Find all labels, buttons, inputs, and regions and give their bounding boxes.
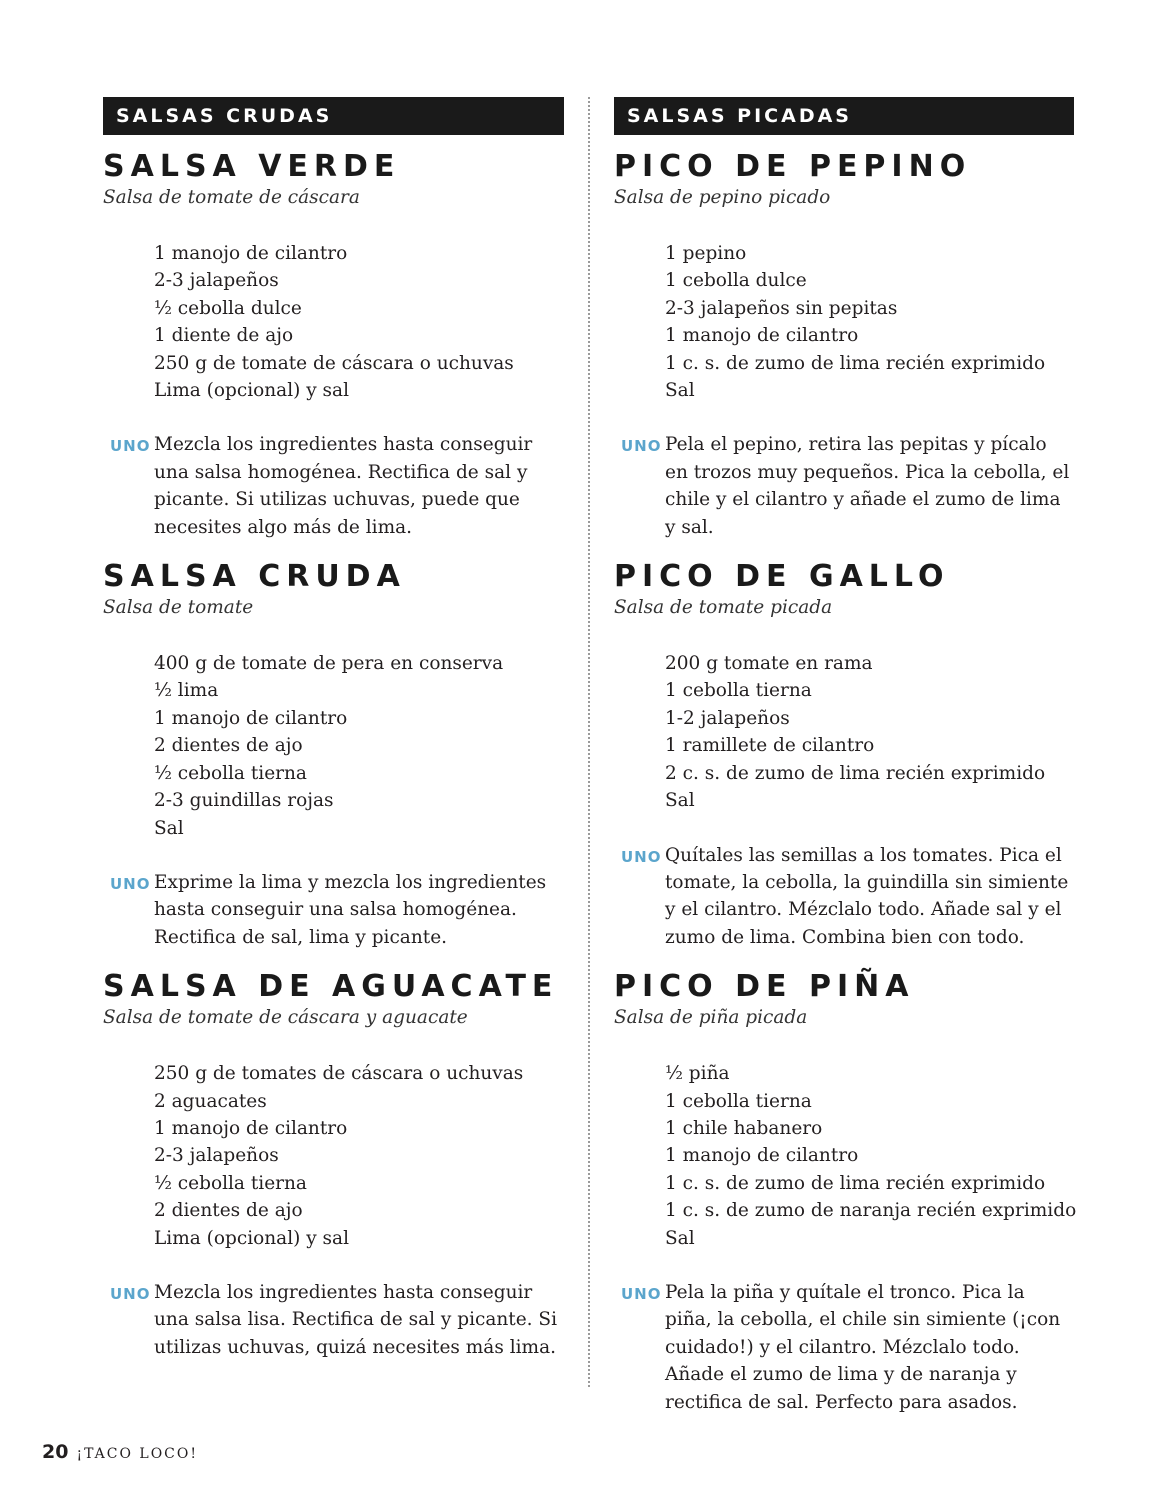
ingredient: 1 manojo de cilantro: [665, 1145, 859, 1167]
ingredient: 2-3 jalapeños: [154, 270, 279, 292]
recipe-subtitle: Salsa de tomate de cáscara: [103, 187, 360, 208]
recipe-salsa-verde: [103, 149, 564, 541]
ingredient: 1 cebolla dulce: [665, 270, 807, 292]
ingredient: 1 c. s. de zumo de lima recién exprimido: [665, 352, 1046, 374]
ingredient-list: [103, 650, 564, 842]
ingredient-list: [614, 650, 1074, 814]
ingredient: 2 dientes de ajo: [154, 1200, 303, 1222]
ingredient: Sal: [665, 380, 695, 402]
ingredient: 1 diente de ajo: [154, 325, 294, 347]
step-text: Exprime la lima y mezcla los ingredientes hasta conseguir una salsa homogénea. Rectifica de sal, lima y picante.: [154, 871, 547, 948]
ingredient: 1 manojo de cilantro: [154, 243, 348, 264]
recipe-pico-de-gallo: [614, 559, 1074, 951]
ingredient: Sal: [665, 790, 695, 812]
page-number: 20: [42, 1441, 69, 1463]
recipe-title: SALSA VERDE: [103, 149, 401, 184]
recipe-pico-de-pepino: [614, 149, 1074, 541]
ingredient: ½ piña: [665, 1063, 730, 1085]
recipe-subtitle: Salsa de tomate picada: [614, 597, 833, 619]
recipe-pico-de-pina: [614, 969, 1077, 1416]
recipe-step: [614, 431, 1074, 541]
ingredient: ½ lima: [154, 680, 219, 702]
recipe-subtitle: Salsa de tomate de cáscara y aguacate: [103, 1007, 468, 1029]
right-column: [614, 97, 1077, 1434]
ingredient-list: [103, 240, 564, 404]
ingredient: 1 manojo de cilantro: [665, 325, 859, 347]
recipe-title: PICO DE PEPINO: [614, 149, 972, 184]
ingredient: 1 cebolla tierna: [665, 1090, 812, 1112]
ingredient-list: [103, 1060, 564, 1252]
ingredient: 200 g tomate en rama: [665, 653, 873, 675]
ingredient: 400 g de tomate de pera en conserva: [154, 653, 504, 675]
recipe-salsa-cruda: [103, 559, 564, 951]
ingredient: Lima (opcional) y sal: [154, 380, 349, 402]
ingredient: ½ cebolla tierna: [154, 762, 307, 784]
step-label: UNO: [110, 437, 151, 456]
ingredient: ½ cebolla dulce: [154, 297, 302, 319]
step-label: UNO: [110, 874, 151, 893]
recipe-title: SALSA DE AGUACATE: [103, 969, 559, 1005]
ingredient: Lima (opcional) y sal: [154, 1227, 349, 1249]
ingredient: 2 c. s. de zumo de lima recién exprimido: [665, 762, 1046, 784]
recipe-step: [103, 431, 564, 541]
ingredient-list: [614, 1060, 1077, 1252]
step-text: Quítales las semillas a los tomates. Pica el tomate, la cebolla, la guindilla sin simiente y el cilantro. Mézclalo todo. Añade sal y el zumo de lima. Combina bien con todo.: [665, 844, 1069, 948]
section-header: SALSAS PICADAS: [614, 97, 1074, 135]
ingredient: 1-2 jalapeños: [665, 707, 790, 729]
ingredient: 1 manojo de cilantro: [154, 707, 348, 729]
ingredient: ½ cebolla tierna: [154, 1172, 307, 1194]
section-header: SALSAS CRUDAS: [103, 97, 564, 135]
recipe-step: [103, 869, 564, 951]
recipe-subtitle: Salsa de piña picada: [614, 1007, 808, 1029]
step-label: UNO: [621, 847, 662, 866]
page-footer: [42, 1441, 198, 1463]
step-text: Pela el pepino, retira las pepitas y pícalo en trozos muy pequeños. Pica la cebolla, el chile y el cilantro y añade el zumo de lima y sal.: [665, 434, 1070, 538]
left-column: [103, 97, 564, 1379]
recipe-title: PICO DE PIÑA: [614, 969, 915, 1005]
ingredient: Sal: [154, 817, 184, 839]
recipe-subtitle: Salsa de tomate: [103, 597, 254, 619]
ingredient: 1 cebolla tierna: [665, 680, 812, 702]
step-label: UNO: [621, 1284, 662, 1303]
step-text: Mezcla los ingredientes hasta conseguir una salsa lisa. Rectifica de sal y picante. Si utilizas uchuvas, quizá necesites más lima.: [154, 1281, 558, 1358]
ingredient: 2-3 guindillas rojas: [154, 790, 334, 812]
ingredient: 250 g de tomate de cáscara o uchuvas: [154, 352, 514, 374]
step-text: Pela la piña y quítale el tronco. Pica la piña, la cebolla, el chile sin simiente (¡con cuidado!) y el cilantro. Mézclalo todo. Añade el zumo de lima y de naranja y rectifica de sal. Perfecto para asados.: [665, 1281, 1061, 1413]
recipe-step: [103, 1279, 564, 1361]
ingredient: 1 c. s. de zumo de naranja recién exprimido: [665, 1200, 1077, 1222]
ingredient: 2 dientes de ajo: [154, 735, 303, 757]
recipe-subtitle: Salsa de pepino picado: [614, 187, 831, 208]
book-title: ¡TACO LOCO!: [76, 1446, 198, 1462]
ingredient: Sal: [665, 1227, 695, 1249]
ingredient: 2-3 jalapeños: [154, 1145, 279, 1167]
recipe-step: [614, 842, 1074, 952]
step-text: Mezcla los ingredientes hasta conseguir una salsa homogénea. Rectifica de sal y picante. Si utilizas uchuvas, puede que necesites algo más de lima.: [154, 434, 533, 538]
ingredient: 1 chile habanero: [665, 1117, 823, 1139]
ingredient: 1 pepino: [665, 243, 747, 264]
ingredient: 250 g de tomates de cáscara o uchuvas: [154, 1063, 524, 1085]
ingredient: 2-3 jalapeños sin pepitas: [665, 297, 898, 319]
step-label: UNO: [621, 437, 662, 456]
recipe-title: PICO DE GALLO: [614, 559, 950, 595]
ingredient: 1 c. s. de zumo de lima recién exprimido: [665, 1172, 1046, 1194]
recipe-step: [614, 1279, 1074, 1416]
recipe-title: SALSA CRUDA: [103, 559, 406, 595]
ingredient: 2 aguacates: [154, 1090, 267, 1112]
ingredient: 1 manojo de cilantro: [154, 1117, 348, 1139]
column-divider: [588, 97, 590, 1387]
step-label: UNO: [110, 1284, 151, 1303]
ingredient: 1 ramillete de cilantro: [665, 735, 875, 757]
ingredient-list: [614, 240, 1074, 404]
recipe-salsa-de-aguacate: [103, 969, 564, 1361]
